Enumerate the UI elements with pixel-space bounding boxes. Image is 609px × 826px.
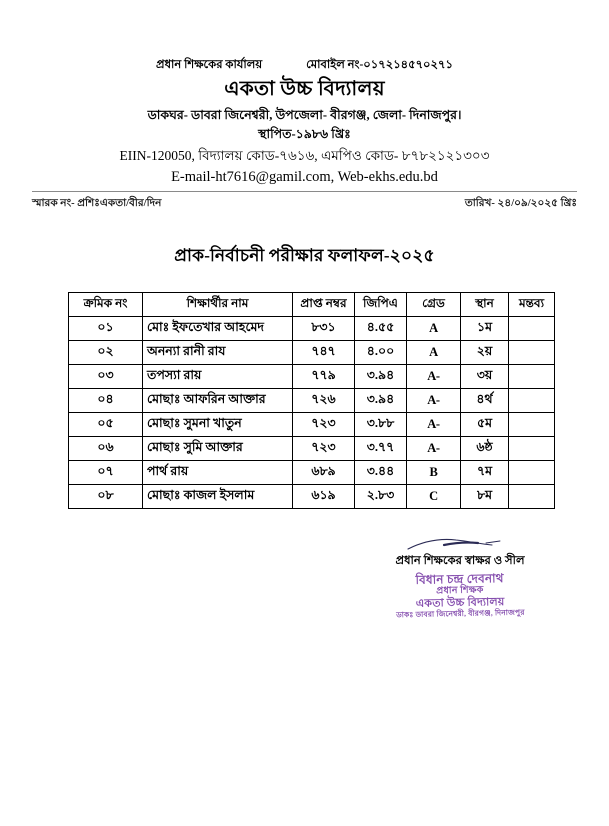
cell-name: মোঃ ইফতেখার আহমেদ — [143, 317, 293, 341]
cell-gpa: ৩.৮৮ — [355, 413, 407, 437]
seal-address: ডাকঃ ডাবরা জিনেশ্বরী, বীরগঞ্জ, দিনাজপুর — [396, 607, 525, 620]
established-year: স্থাপিত-১৯৮৬ খ্রিঃ — [258, 127, 351, 142]
cell-grade: A- — [407, 389, 461, 413]
cell-remark — [509, 485, 555, 509]
cell-grade: A- — [407, 437, 461, 461]
column-header-remark: মন্তব্য — [509, 293, 555, 317]
cell-rank: ২য় — [461, 341, 509, 365]
cell-marks: ৮৩১ — [293, 317, 355, 341]
cell-marks: ৭৭৯ — [293, 365, 355, 389]
cell-remark — [509, 317, 555, 341]
institution-codes: EIIN-120050, বিদ্যালয় কোড-৭৬১৬, এমপিও কোড- ৮৭৮২১২১৩০৩ — [119, 147, 490, 163]
table-row — [69, 341, 555, 365]
cell-name: অনন্যা রানী রায — [143, 341, 293, 365]
cell-grade: B — [407, 461, 461, 485]
cell-name: মোছাঃ কাজল ইসলাম — [143, 485, 293, 509]
handwritten-signature-icon — [400, 536, 520, 552]
cell-name: পার্থ রায় — [143, 461, 293, 485]
cell-grade: A — [407, 317, 461, 341]
cell-remark — [509, 341, 555, 365]
cell-serial: ০৬ — [69, 437, 143, 461]
table-row — [69, 413, 555, 437]
memo-number: স্মারক নং- প্রশিঃএকতা/বীর/দিন — [32, 198, 162, 209]
cell-serial: ০৭ — [69, 461, 143, 485]
column-header-name: শিক্ষার্থীর নাম — [143, 293, 293, 317]
cell-gpa: ৩.৪৪ — [355, 461, 407, 485]
cell-rank: ১ম — [461, 317, 509, 341]
cell-gpa: ২.৮৩ — [355, 485, 407, 509]
result-table-container — [68, 292, 545, 509]
cell-marks: ৭২৬ — [293, 389, 355, 413]
cell-marks: ৬৮৯ — [293, 461, 355, 485]
cell-rank: ৪র্থ — [461, 389, 509, 413]
table-row — [69, 317, 555, 341]
cell-rank: ৮ম — [461, 485, 509, 509]
cell-remark — [509, 365, 555, 389]
cell-gpa: ৩.৯৪ — [355, 365, 407, 389]
office-label: প্রধান শিক্ষকের কার্যালয় — [156, 59, 263, 71]
signature-block — [360, 536, 560, 619]
cell-gpa: ৩.৭৭ — [355, 437, 407, 461]
school-address: ডাকঘর- ডাবরা জিনেশ্বরী, উপজেলা- বীরগঞ্জ, জেলা- দিনাজপুর। — [147, 108, 462, 123]
mobile-number: মোবাইল নং-০১৭২১৪৫৭০২৭১ — [306, 59, 453, 71]
column-header-gpa: জিপিএ — [355, 293, 407, 317]
cell-remark — [509, 413, 555, 437]
cell-gpa: ৪.৫৫ — [355, 317, 407, 341]
memo-date: তারিখ- ২৪/০৯/২০২৫ খ্রিঃ — [464, 198, 577, 209]
cell-rank: ৬ষ্ঠ — [461, 437, 509, 461]
header-divider — [32, 191, 577, 192]
table-row — [69, 365, 555, 389]
cell-grade: A- — [407, 413, 461, 437]
cell-remark — [509, 461, 555, 485]
column-header-grade: গ্রেড — [407, 293, 461, 317]
cell-rank: ৭ম — [461, 461, 509, 485]
memo-row — [32, 196, 577, 213]
cell-marks: ৭২৩ — [293, 437, 355, 461]
cell-serial: ০১ — [69, 317, 143, 341]
cell-name: মোছাঃ সুমি আক্তার — [143, 437, 293, 461]
email-and-web: E-mail-ht7616@gamil.com, Web-ekhs.edu.bd — [171, 168, 438, 185]
cell-serial: ০২ — [69, 341, 143, 365]
table-row — [69, 461, 555, 485]
cell-serial: ০৪ — [69, 389, 143, 413]
cell-remark — [509, 437, 555, 461]
table-row — [69, 389, 555, 413]
result-table — [68, 292, 555, 509]
seal-school: একতা উচ্চ বিদ্যালয় — [415, 596, 505, 611]
cell-name: তপস্যা রায় — [143, 365, 293, 389]
cell-serial: ০৮ — [69, 485, 143, 509]
cell-grade: A — [407, 341, 461, 365]
signature-caption: প্রধান শিক্ষকের স্বাক্ষর ও সীল — [395, 555, 525, 567]
seal-designation: প্রধান শিক্ষক — [436, 585, 484, 597]
cell-marks: ৭২৩ — [293, 413, 355, 437]
cell-serial: ০৫ — [69, 413, 143, 437]
cell-rank: ৫ম — [461, 413, 509, 437]
cell-grade: A- — [407, 365, 461, 389]
column-header-rank: স্থান — [461, 293, 509, 317]
cell-rank: ৩য় — [461, 365, 509, 389]
cell-marks: ৭৪৭ — [293, 341, 355, 365]
column-header-serial: ক্রমিক নং — [69, 293, 143, 317]
cell-name: মোছাঃ আফরিন আক্তার — [143, 389, 293, 413]
cell-remark — [509, 389, 555, 413]
official-seal — [360, 570, 561, 621]
column-header-marks: প্রাপ্ত নম্বর — [293, 293, 355, 317]
letterhead — [0, 58, 609, 189]
result-table-body — [69, 317, 555, 509]
page-title: প্রাক-নির্বাচনী পরীক্ষার ফলাফল-২০২৫ — [174, 246, 435, 265]
table-row — [69, 437, 555, 461]
cell-gpa: ৩.৯৪ — [355, 389, 407, 413]
table-row — [69, 485, 555, 509]
table-header-row — [69, 293, 555, 317]
school-name: একতা উচ্চ বিদ্যালয় — [224, 78, 385, 101]
cell-grade: C — [407, 485, 461, 509]
seal-name: বিধান চন্দ্র দেবনাথ — [415, 571, 504, 587]
cell-serial: ০৩ — [69, 365, 143, 389]
cell-name: মোছাঃ সুমনা খাতুন — [143, 413, 293, 437]
office-and-mobile-row — [0, 58, 609, 72]
cell-marks: ৬১৯ — [293, 485, 355, 509]
cell-gpa: ৪.০০ — [355, 341, 407, 365]
